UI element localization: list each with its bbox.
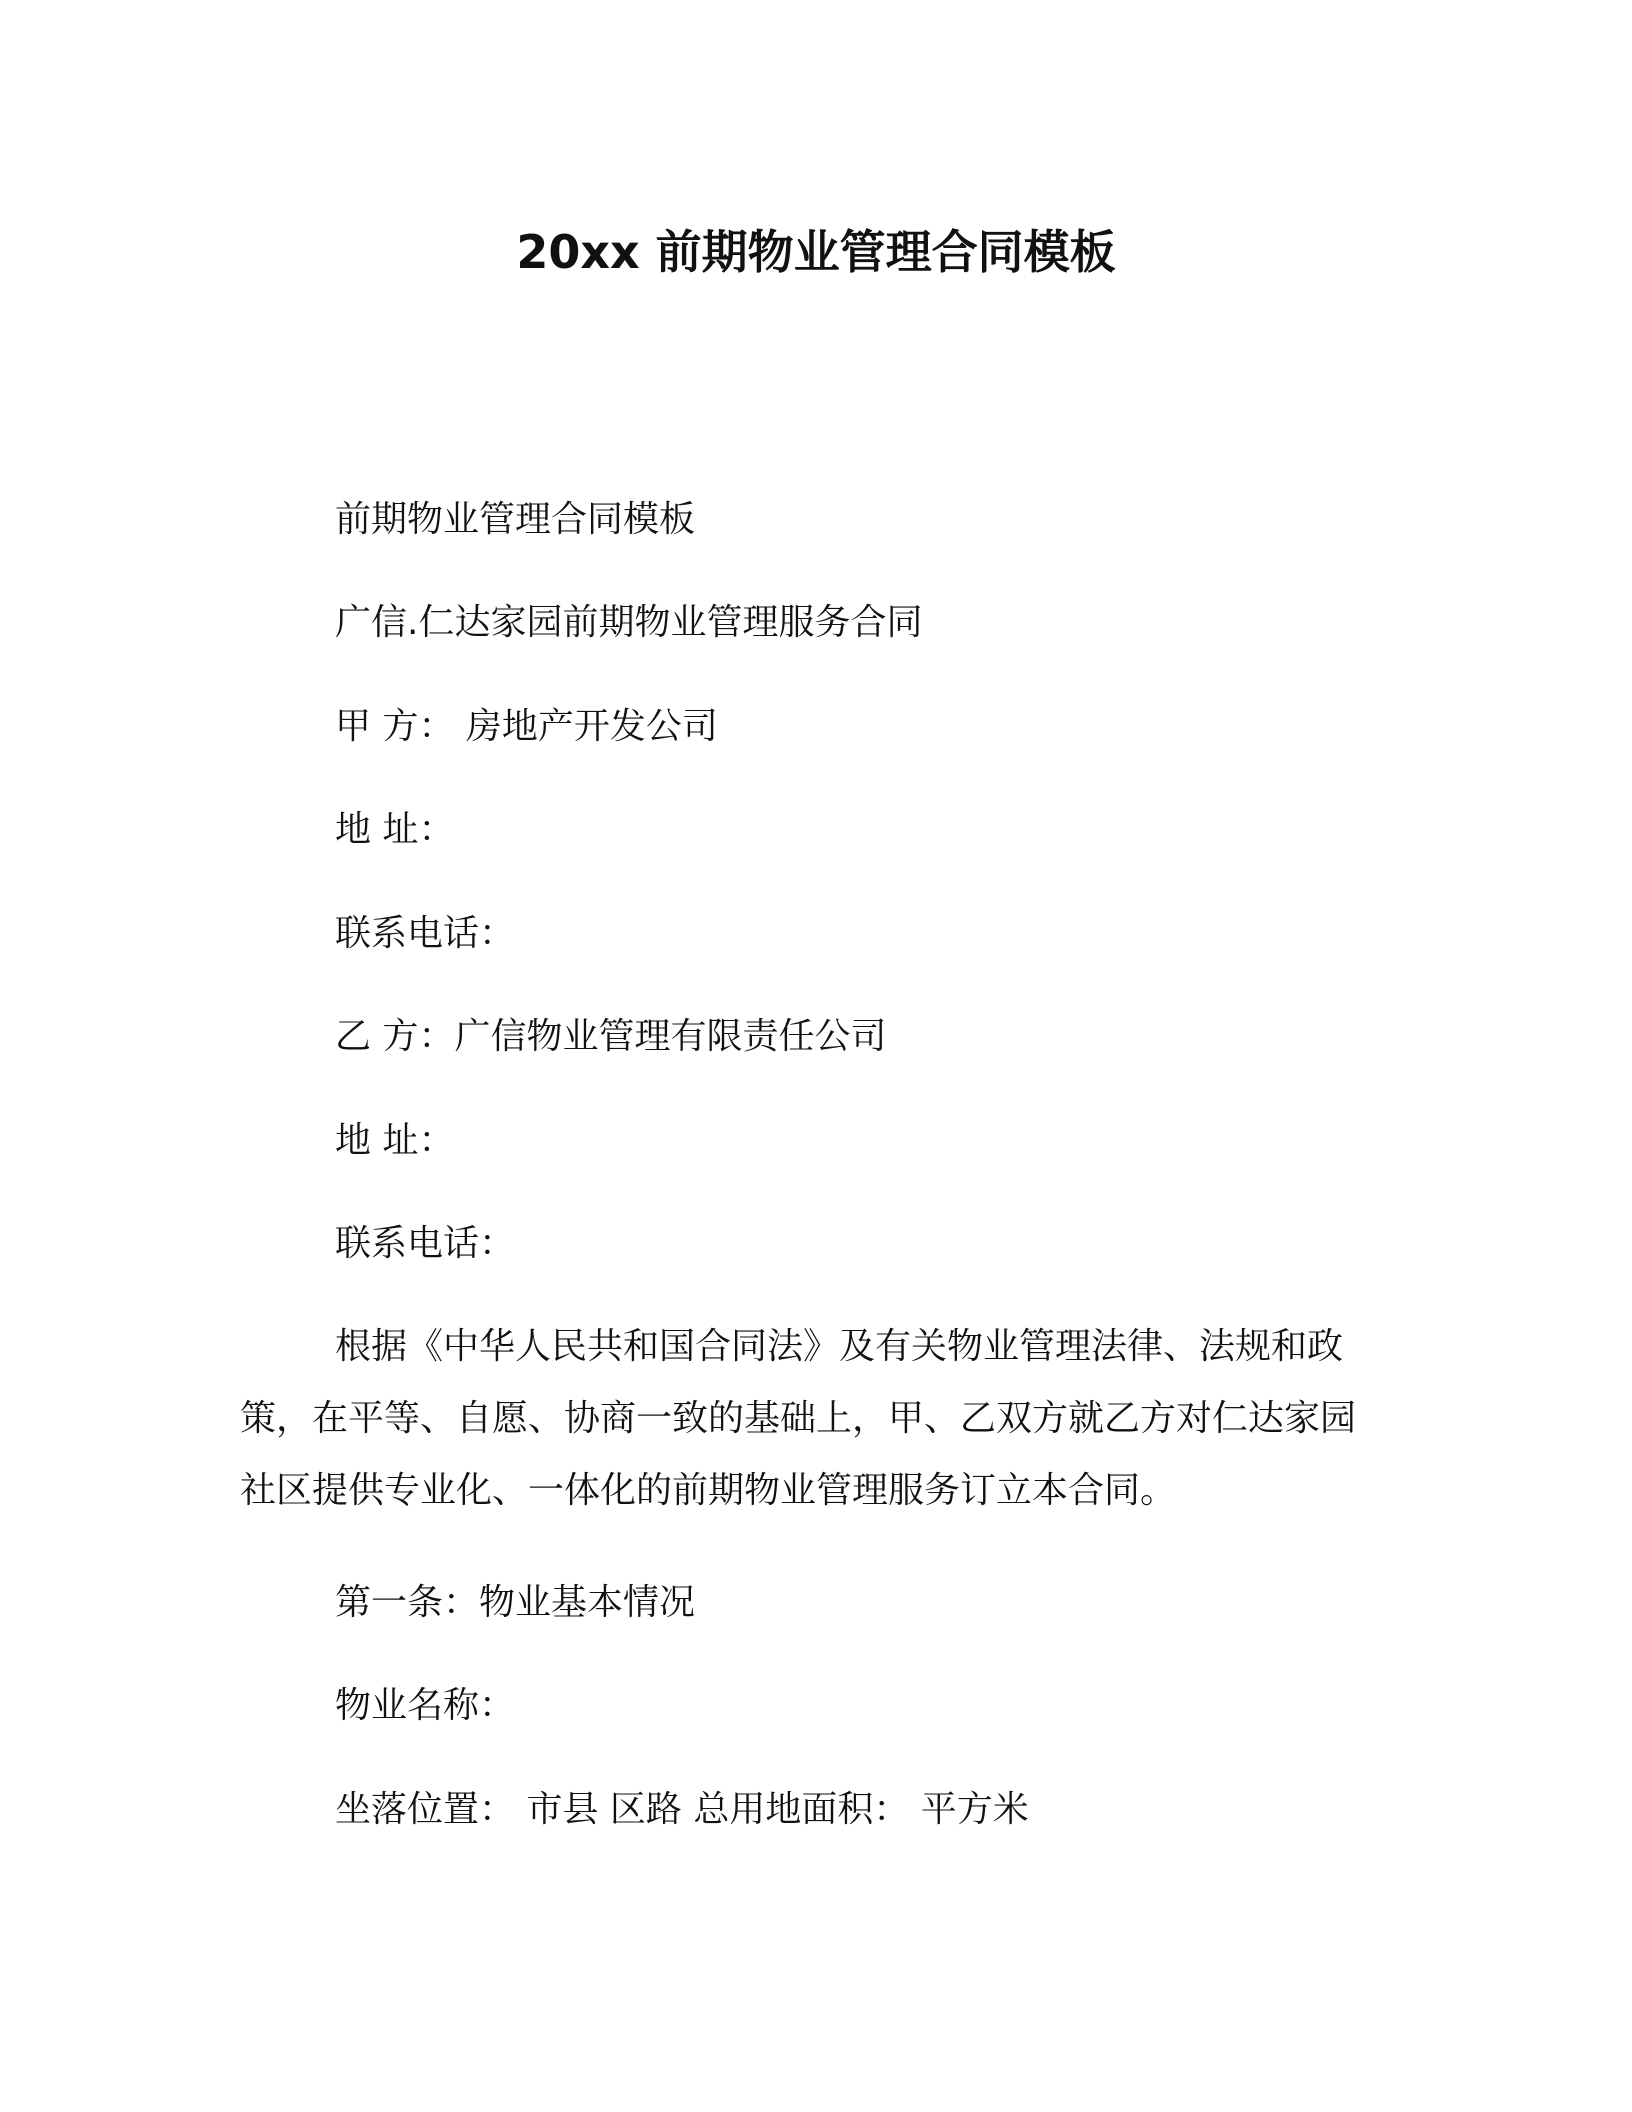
party-b-phone-line: 联系电话：: [335, 1223, 516, 1264]
preamble-paragraph: 根据《中华人民共和国合同法》及有关物业管理法律、法规和政策，在平等、自愿、协商一致的基础上，甲、乙双方就乙方对仁达家园社区提供专业化、一体化的前期物业管理服务订立本合同。: [240, 1326, 1357, 1511]
location-area-line: 坐落位置： 市县 区路 总用地面积： 平方米: [335, 1789, 1029, 1830]
party-a-line: 甲 方： 房地产开发公司: [335, 706, 718, 747]
party-b-address-line: 地 址：: [335, 1120, 455, 1161]
party-a-address-line: 地 址：: [335, 809, 455, 850]
party-b-line: 乙 方：广信物业管理有限责任公司: [335, 1016, 887, 1057]
contract-name-line: 广信.仁达家园前期物业管理服务合同: [335, 602, 923, 643]
property-name-line: 物业名称：: [335, 1685, 516, 1726]
article-one-heading: 第一条：物业基本情况: [335, 1582, 696, 1623]
subtitle-line: 前期物业管理合同模板: [335, 499, 696, 540]
party-a-phone-line: 联系电话：: [335, 913, 516, 954]
document-title: 20xx 前期物业管理合同模板: [516, 225, 1116, 279]
